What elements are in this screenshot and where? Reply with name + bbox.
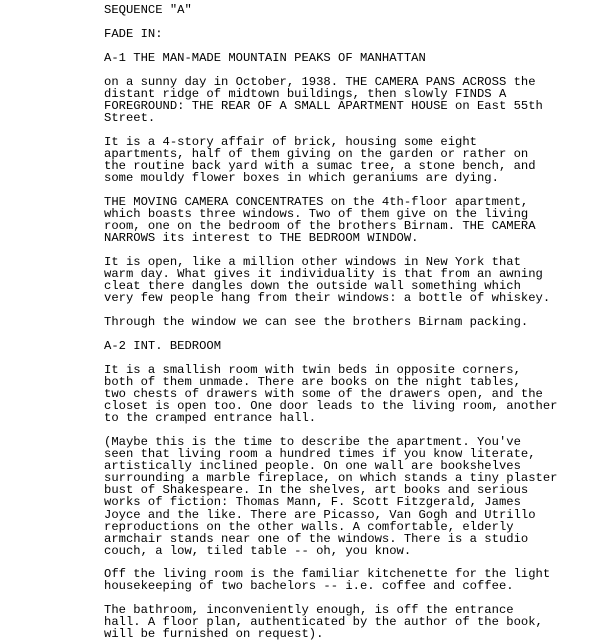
text-line: both of them unmade. There are books on the night tables, (104, 375, 521, 390)
text-line: apartments, half of them giving on the garden or rather on (104, 147, 529, 162)
text-line: closet is open too. One door leads to the living room, another (104, 399, 558, 414)
text-line: surrounding a marble fireplace, on which stands a tiny plaster (104, 471, 558, 486)
text-line: It is a 4-story affair of brick, housing some eight (104, 135, 477, 149)
text-line: will be furnished on request). (104, 627, 324, 641)
text-line: on a sunny day in October, 1938. THE CAMERA PANS ACROSS the (104, 75, 536, 89)
transition-fade-in (104, 28, 163, 40)
action-paragraph (104, 436, 557, 557)
text-line: couch, a low, tiled table -- oh, you know. (104, 543, 412, 558)
text-line: Street. (104, 111, 156, 126)
action-paragraph (104, 364, 557, 424)
text-line: A-2 INT. BEDROOM (104, 339, 222, 353)
text-line: armchair stands near one of the windows. There is a studio (104, 531, 529, 546)
text-line: distant ridge of midtown buildings, then slowly FINDS A (104, 87, 507, 102)
scene-heading-a2 (104, 340, 221, 352)
text-line: FADE IN: (104, 27, 163, 41)
action-paragraph (104, 568, 550, 592)
text-line: seen that living room a hundred times if you know literate, (104, 447, 536, 462)
text-line: FOREGROUND: THE REAR OF A SMALL APARTMENT HOUSE on East 55th (104, 99, 543, 114)
text-line: cleat there dangles down the outside wall something which (104, 279, 521, 294)
scene-heading-a1 (104, 52, 426, 64)
action-paragraph (104, 76, 543, 124)
text-line: which boasts three windows. Two of them give on the living (104, 207, 529, 222)
text-line: NARROWS its interest to THE BEDROOM WINDOW. (104, 231, 419, 246)
text-line: the routine back yard with a sumac tree, a stone bench, and (104, 159, 536, 174)
action-paragraph (104, 196, 536, 244)
text-line: warm day. What gives it individuality is that from an awning (104, 267, 543, 282)
text-line: very few people hang from their windows: a bottle of whiskey. (104, 291, 551, 306)
text-line: bust of Shakespeare. In the shelves, art books and serious (104, 483, 529, 498)
action-paragraph (104, 316, 528, 328)
text-line: A-1 THE MAN-MADE MOUNTAIN PEAKS OF MANHATTAN (104, 51, 426, 65)
text-line: two chests of drawers with some of the drawers open, and the (104, 387, 543, 402)
text-line: It is a smallish room with twin beds in opposite corners, (104, 363, 521, 377)
text-line: Off the living room is the familiar kitchenette for the light (104, 567, 551, 581)
text-line: THE MOVING CAMERA CONCENTRATES on the 4th-floor apartment, (104, 195, 529, 209)
action-paragraph (104, 136, 536, 184)
text-line: reproductions on the other walls. A comfortable, elderly (104, 519, 514, 534)
text-line: (Maybe this is the time to describe the apartment. You've (104, 435, 521, 449)
text-line: room, one on the bedroom of the brothers Birnam. THE CAMERA (104, 219, 536, 234)
text-line: The bathroom, inconveniently enough, is off the entrance (104, 603, 514, 617)
text-line: artistically inclined people. On one wall are bookshelves (104, 459, 521, 474)
action-paragraph (104, 256, 550, 304)
text-line: works of fiction: Thomas Mann, F. Scott Fitzgerald, James (104, 495, 521, 510)
text-line: SEQUENCE "A" (104, 3, 192, 17)
text-line: housekeeping of two bachelors -- i.e. coffee and coffee. (104, 579, 514, 594)
action-paragraph (104, 604, 543, 640)
text-line: hall. A floor plan, authenticated by the author of the book, (104, 615, 543, 630)
sequence-heading (104, 4, 192, 16)
text-line: some mouldy flower boxes in which geraniums are dying. (104, 171, 499, 186)
text-line: Through the window we can see the brothers Birnam packing. (104, 315, 529, 329)
text-line: Joyce and the like. There are Picasso, Van Gogh and Utrillo (104, 507, 536, 522)
text-line: It is open, like a million other windows in New York that (104, 255, 521, 269)
text-line: to the cramped entrance hall. (104, 411, 317, 426)
